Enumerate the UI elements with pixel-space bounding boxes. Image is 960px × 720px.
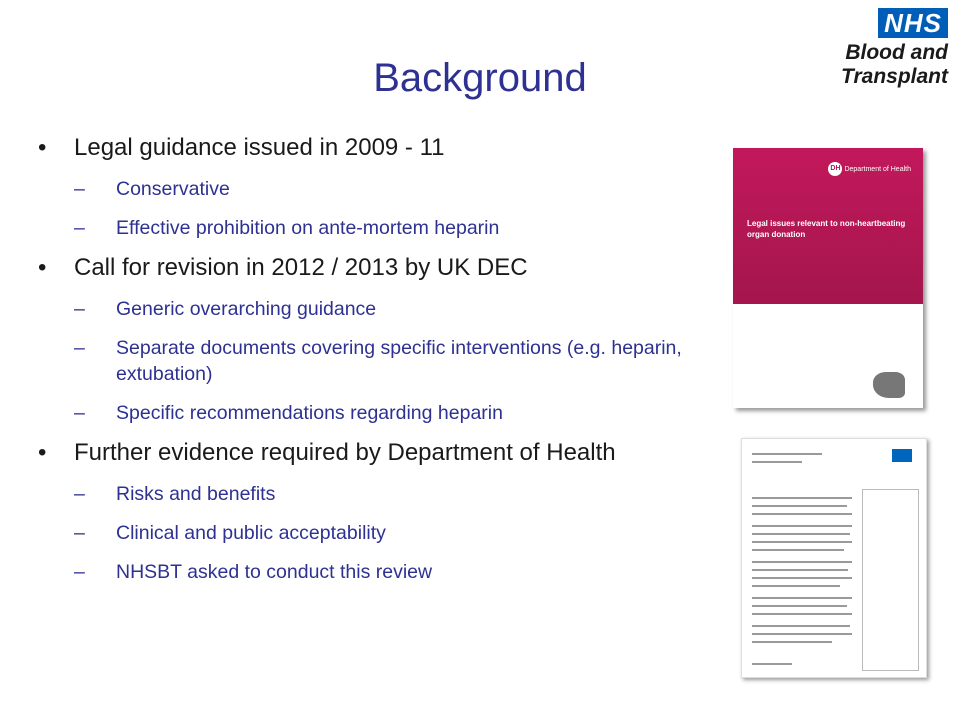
text-line [752, 625, 850, 627]
sub-bullet-text: NHSBT asked to conduct this review [116, 561, 433, 583]
nhs-logo-box: NHS [878, 8, 948, 38]
text-line [752, 561, 852, 563]
logo-subtitle: Blood and Transplant [841, 41, 948, 88]
sub-bullet-text: Effective prohibition on ante-mortem heparin [116, 217, 500, 239]
dash-icon: – [74, 298, 85, 320]
sub-bullet-item [74, 335, 718, 387]
text-line [752, 505, 847, 507]
text-line [752, 497, 852, 499]
sub-bullet-item [74, 215, 718, 241]
bullet-dot-icon: • [38, 134, 47, 161]
text-line [752, 525, 852, 527]
saltire-flag-icon [892, 449, 912, 462]
sub-bullet-text: Generic overarching guidance [116, 298, 377, 320]
bullet-text: Further evidence required by Department of Health [74, 439, 616, 466]
sub-bullet-item [74, 481, 718, 507]
bullet-text: Call for revision in 2012 / 2013 by UK DEC [74, 254, 528, 281]
sub-bullet-item [74, 296, 718, 322]
text-line [752, 453, 822, 455]
bullet-dot-icon: • [38, 439, 47, 466]
sub-bullet-item [74, 559, 718, 585]
department-of-health-logo: DH Department of Health [828, 162, 911, 176]
dash-icon: – [74, 402, 85, 424]
doc1-title: Legal issues relevant to non-heartbeating organ donation [747, 219, 906, 239]
text-line [752, 663, 792, 665]
sub-bullet-text: Conservative [116, 178, 230, 200]
bullet-text: Legal guidance issued in 2009 - 11 [74, 134, 445, 161]
dash-icon: – [74, 522, 85, 544]
dash-icon: – [74, 337, 85, 359]
text-line [752, 605, 847, 607]
text-line [752, 513, 852, 515]
dash-icon: – [74, 217, 85, 239]
bullet-item [38, 438, 718, 468]
dash-icon: – [74, 483, 85, 505]
sub-bullet-item [74, 520, 718, 546]
sub-bullet-text: Clinical and public acceptability [116, 522, 386, 544]
text-line [752, 585, 840, 587]
welsh-dragon-icon [873, 372, 905, 398]
scottish-government-letter-image [741, 438, 927, 678]
bullet-item [38, 133, 718, 163]
bullet-dot-icon: • [38, 254, 47, 281]
text-line [752, 597, 852, 599]
sub-bullet-text: Separate documents covering specific interventions (e.g. heparin, extubation) [116, 337, 682, 385]
text-line [752, 613, 852, 615]
sub-bullet-item [74, 400, 718, 426]
text-line [752, 633, 852, 635]
doc1-publisher: Department of Health [844, 165, 911, 173]
sub-bullet-text: Specific recommendations regarding heparin [116, 402, 503, 424]
bullet-item [38, 253, 718, 283]
bullet-list [38, 133, 718, 585]
text-line [752, 577, 852, 579]
sub-bullet-item [74, 176, 718, 202]
text-line [752, 541, 852, 543]
text-line [752, 569, 848, 571]
dash-icon: – [74, 178, 85, 200]
address-sidebar-box [862, 489, 919, 671]
doh-guidance-cover-image [733, 148, 923, 408]
text-line [752, 461, 802, 463]
sub-bullet-text: Risks and benefits [116, 483, 276, 505]
dash-icon: – [74, 561, 85, 583]
slide-title: Background [373, 56, 587, 100]
text-line [752, 641, 832, 643]
text-line [752, 549, 844, 551]
text-line [752, 533, 850, 535]
